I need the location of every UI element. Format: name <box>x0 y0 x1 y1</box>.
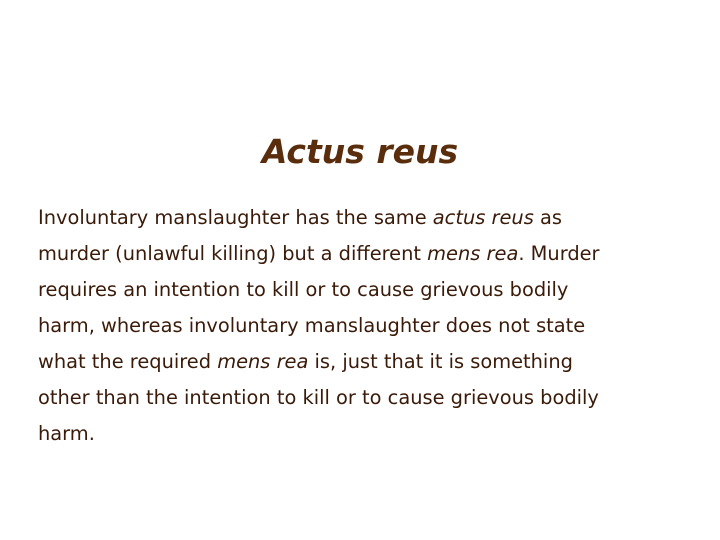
body-line-4 <box>38 308 698 344</box>
body-line-7 <box>38 416 698 452</box>
text-run: Involuntary manslaughter has the same <box>38 206 433 229</box>
slide-body-paragraph <box>38 200 698 452</box>
body-line-1 <box>38 200 698 236</box>
body-line-3 <box>38 272 698 308</box>
text-run: what the required <box>38 350 218 373</box>
emphasis-actus-reus: actus reus <box>432 206 534 229</box>
text-run: as <box>533 206 562 229</box>
text-run: requires an intention to kill or to cause grievous bodily <box>38 278 569 301</box>
text-run: harm. <box>38 422 95 445</box>
text-run: other than the intention to kill or to cause grievous bodily <box>38 386 599 409</box>
text-run: harm, whereas involuntary manslaughter does not state <box>38 314 586 337</box>
text-run: murder (unlawful killing) but a different <box>38 242 428 265</box>
emphasis-mens-rea: mens rea <box>217 350 309 373</box>
text-run: is, just that it is something <box>308 350 573 373</box>
body-line-5 <box>38 344 698 380</box>
slide-title: Actus reus <box>261 132 459 171</box>
body-line-2 <box>38 236 698 272</box>
text-run: . Murder <box>518 242 600 265</box>
body-line-6 <box>38 380 698 416</box>
emphasis-mens-rea: mens rea <box>427 242 519 265</box>
